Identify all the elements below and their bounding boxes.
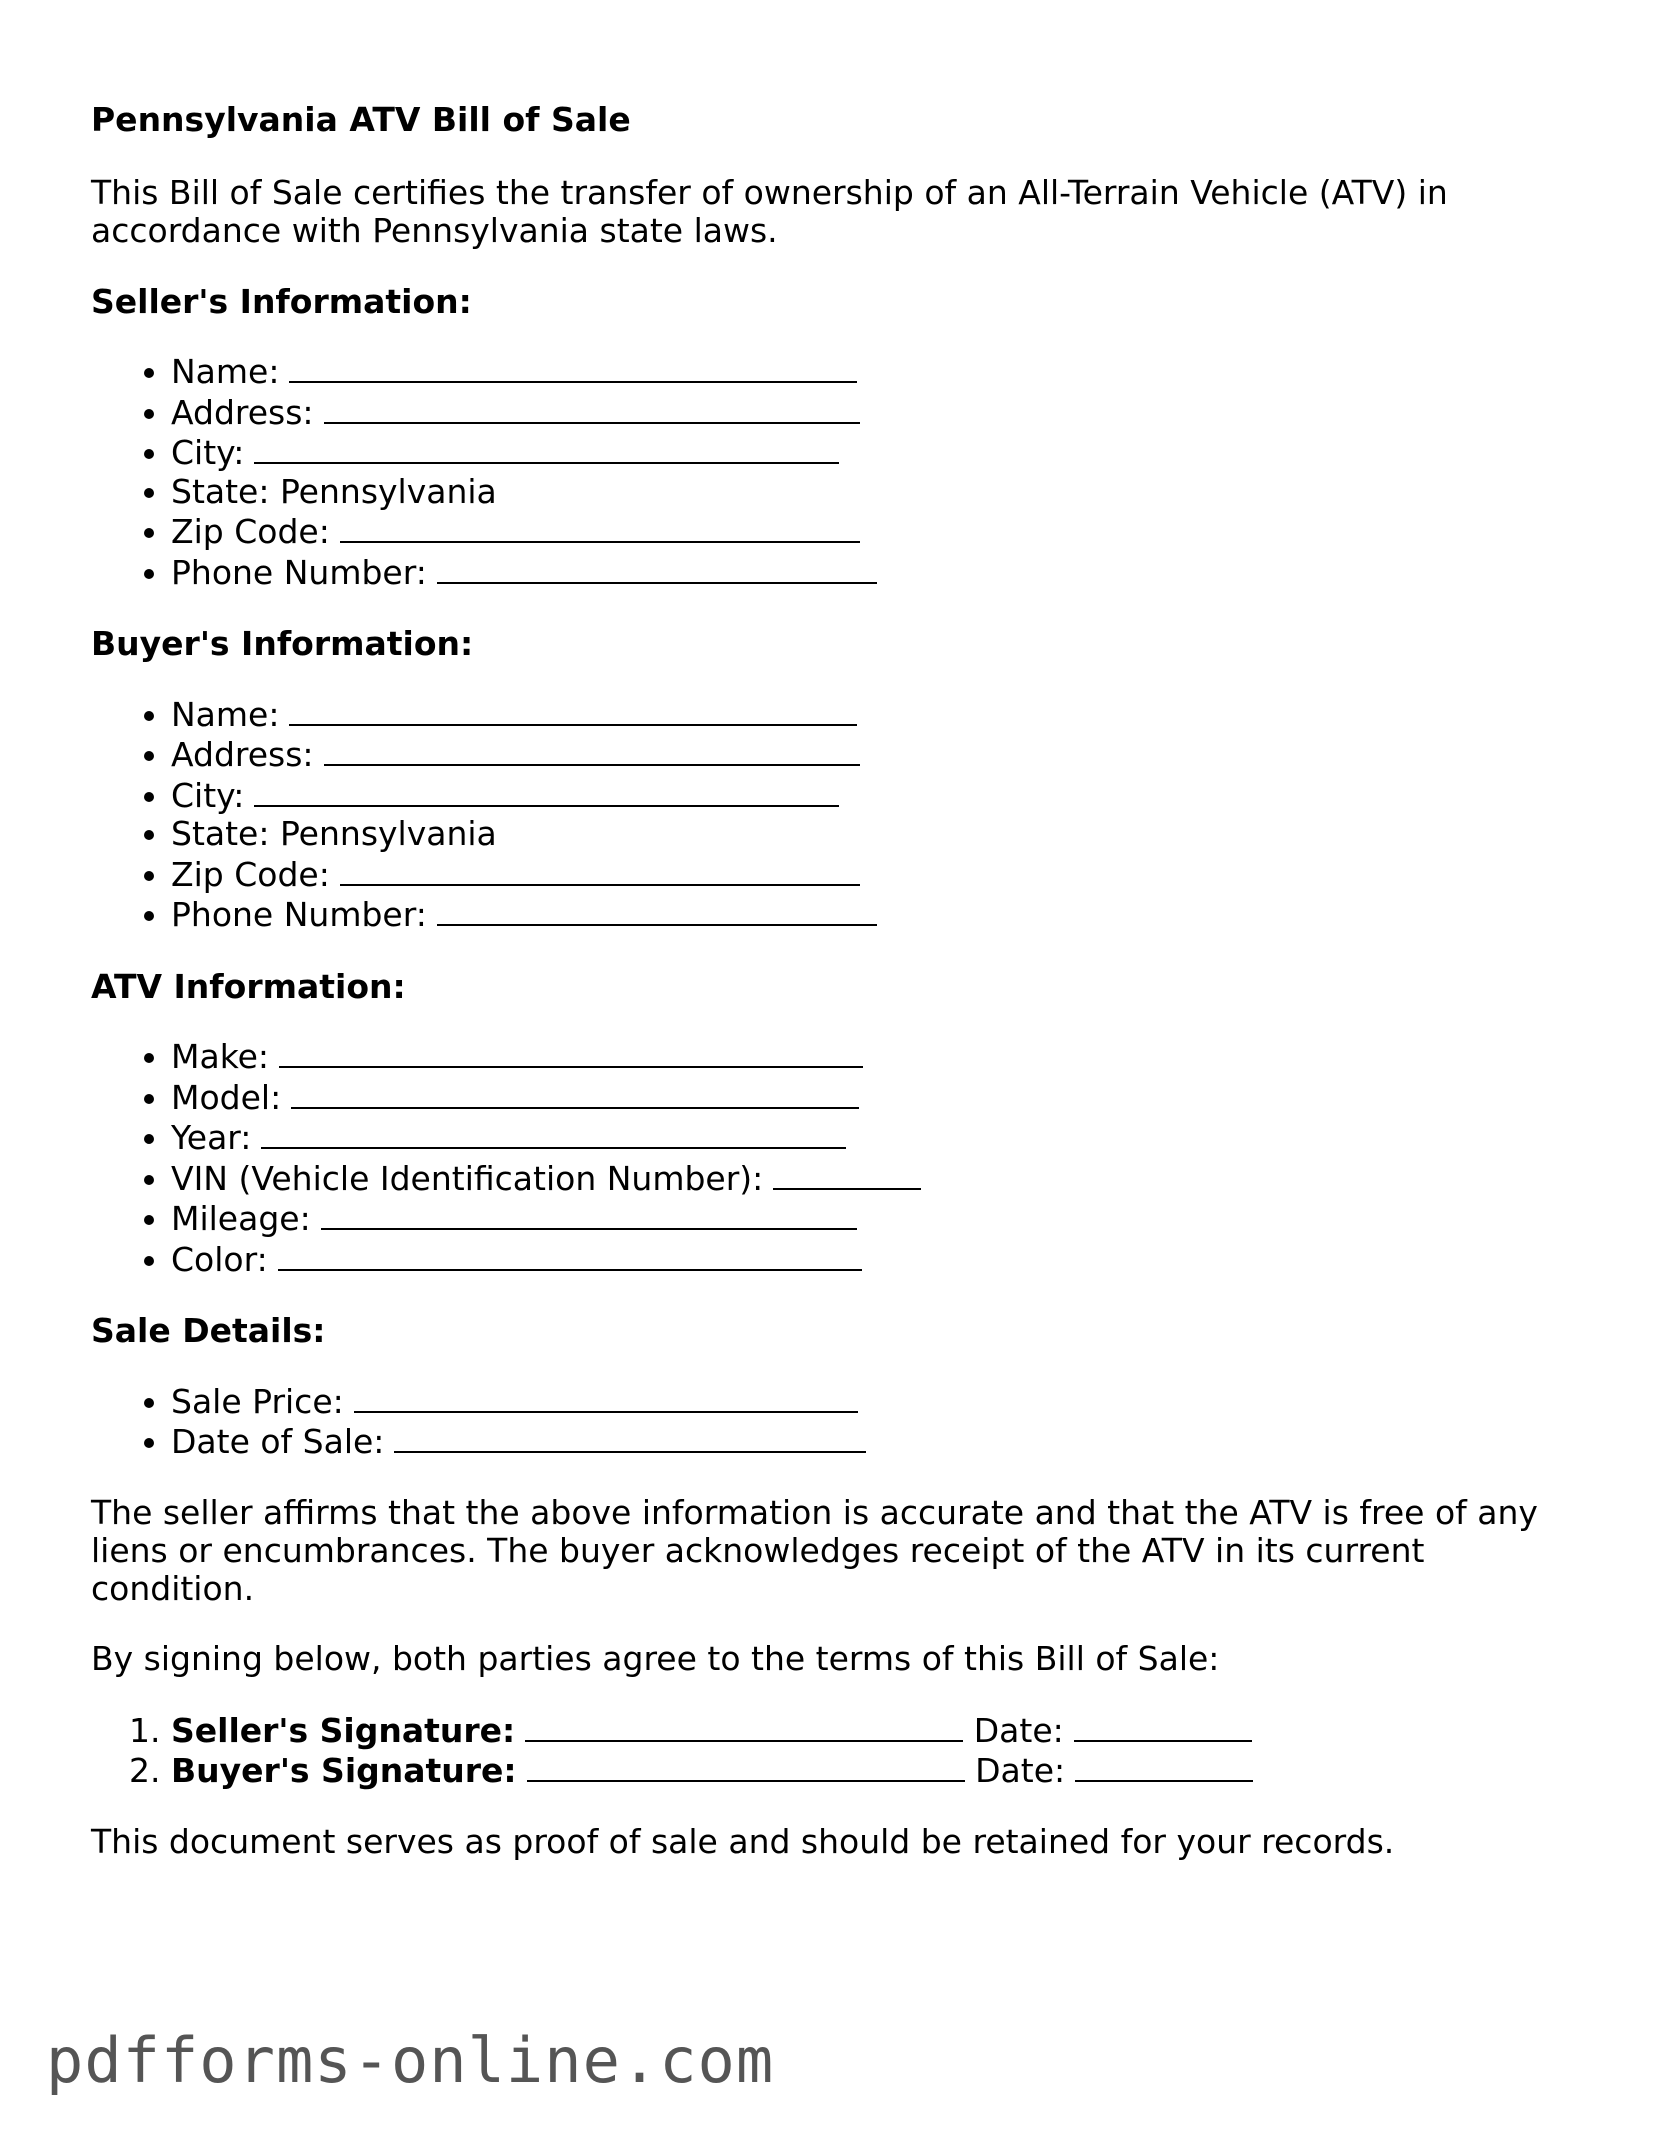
document-page: [91, 100, 1571, 1893]
seller-name-blank[interactable]: [289, 351, 857, 383]
atv-model-blank[interactable]: [291, 1077, 859, 1109]
seller-address-item: • Address:: [171, 392, 1571, 433]
closing-paragraph: This document serves as proof of sale and should be retained for your records.: [91, 1821, 1395, 1861]
seller-phone-item: • Phone Number:: [171, 552, 1571, 593]
seller-address-blank[interactable]: [324, 392, 860, 424]
buyer-date-blank[interactable]: [1075, 1750, 1253, 1782]
document-title: Pennsylvania ATV Bill of Sale: [91, 100, 631, 139]
atv-mileage-item: • Mileage:: [171, 1198, 1571, 1239]
seller-city-item: • City:: [171, 432, 1571, 473]
sale-list: [91, 1381, 1571, 1462]
atv-heading: ATV Information:: [91, 966, 406, 1006]
atv-vin-blank[interactable]: [773, 1158, 921, 1190]
atv-color-blank[interactable]: [278, 1239, 862, 1271]
atv-list: [91, 1036, 1571, 1279]
seller-signature-item: 1. Seller's Signature: Date:: [171, 1710, 1571, 1751]
buyer-zip-item: • Zip Code:: [171, 854, 1571, 895]
seller-state-item: • State: Pennsylvania: [171, 473, 1571, 512]
buyer-signature-blank[interactable]: [527, 1750, 965, 1782]
sale-date-item: • Date of Sale:: [171, 1421, 1571, 1462]
sale-heading: Sale Details:: [91, 1311, 326, 1351]
agreement-paragraph: By signing below, both parties agree to the terms of this Bill of Sale:: [91, 1638, 1220, 1678]
signature-list: [91, 1710, 1571, 1791]
atv-make-blank[interactable]: [279, 1036, 863, 1068]
sale-date-blank[interactable]: [394, 1421, 866, 1453]
intro-paragraph: This Bill of Sale certifies the transfer of ownership of an All-Terrain Vehicle (ATV) in accordance with Pennsylvania state laws.: [91, 172, 1448, 250]
atv-year-blank[interactable]: [261, 1117, 846, 1149]
seller-zip-blank[interactable]: [340, 511, 860, 543]
buyer-name-blank[interactable]: [289, 694, 857, 726]
seller-zip-item: • Zip Code:: [171, 511, 1571, 552]
atv-make-item: • Make:: [171, 1036, 1571, 1077]
watermark-text: pdfforms-online.com: [46, 2024, 775, 2097]
affirmation-paragraph: The seller affirms that the above information is accurate and that the ATV is free of any liens or encumbrances. The buyer acknowledges receipt of the ATV in its current condition.: [91, 1492, 1538, 1608]
atv-color-item: • Color:: [171, 1239, 1571, 1280]
buyer-state-item: • State: Pennsylvania: [171, 815, 1571, 854]
buyer-phone-blank[interactable]: [437, 894, 877, 926]
seller-signature-blank[interactable]: [525, 1710, 963, 1742]
buyer-city-item: • City:: [171, 775, 1571, 816]
buyer-heading: Buyer's Information:: [91, 624, 474, 664]
atv-vin-item: • VIN (Vehicle Identification Number):: [171, 1158, 1571, 1199]
seller-heading: Seller's Information:: [91, 281, 472, 321]
seller-list: [91, 351, 1571, 592]
buyer-list: [91, 694, 1571, 935]
seller-date-blank[interactable]: [1074, 1710, 1252, 1742]
seller-name-item: • Name:: [171, 351, 1571, 392]
seller-phone-blank[interactable]: [437, 552, 877, 584]
sale-price-blank[interactable]: [354, 1381, 858, 1413]
atv-mileage-blank[interactable]: [321, 1198, 857, 1230]
buyer-phone-item: • Phone Number:: [171, 894, 1571, 935]
buyer-address-item: • Address:: [171, 734, 1571, 775]
atv-model-item: • Model:: [171, 1077, 1571, 1118]
seller-city-blank[interactable]: [254, 432, 839, 464]
buyer-signature-item: 2. Buyer's Signature: Date:: [171, 1750, 1571, 1791]
sale-price-item: • Sale Price:: [171, 1381, 1571, 1422]
buyer-address-blank[interactable]: [324, 734, 860, 766]
buyer-zip-blank[interactable]: [340, 854, 860, 886]
atv-year-item: • Year:: [171, 1117, 1571, 1158]
buyer-name-item: • Name:: [171, 694, 1571, 735]
buyer-city-blank[interactable]: [254, 775, 839, 807]
